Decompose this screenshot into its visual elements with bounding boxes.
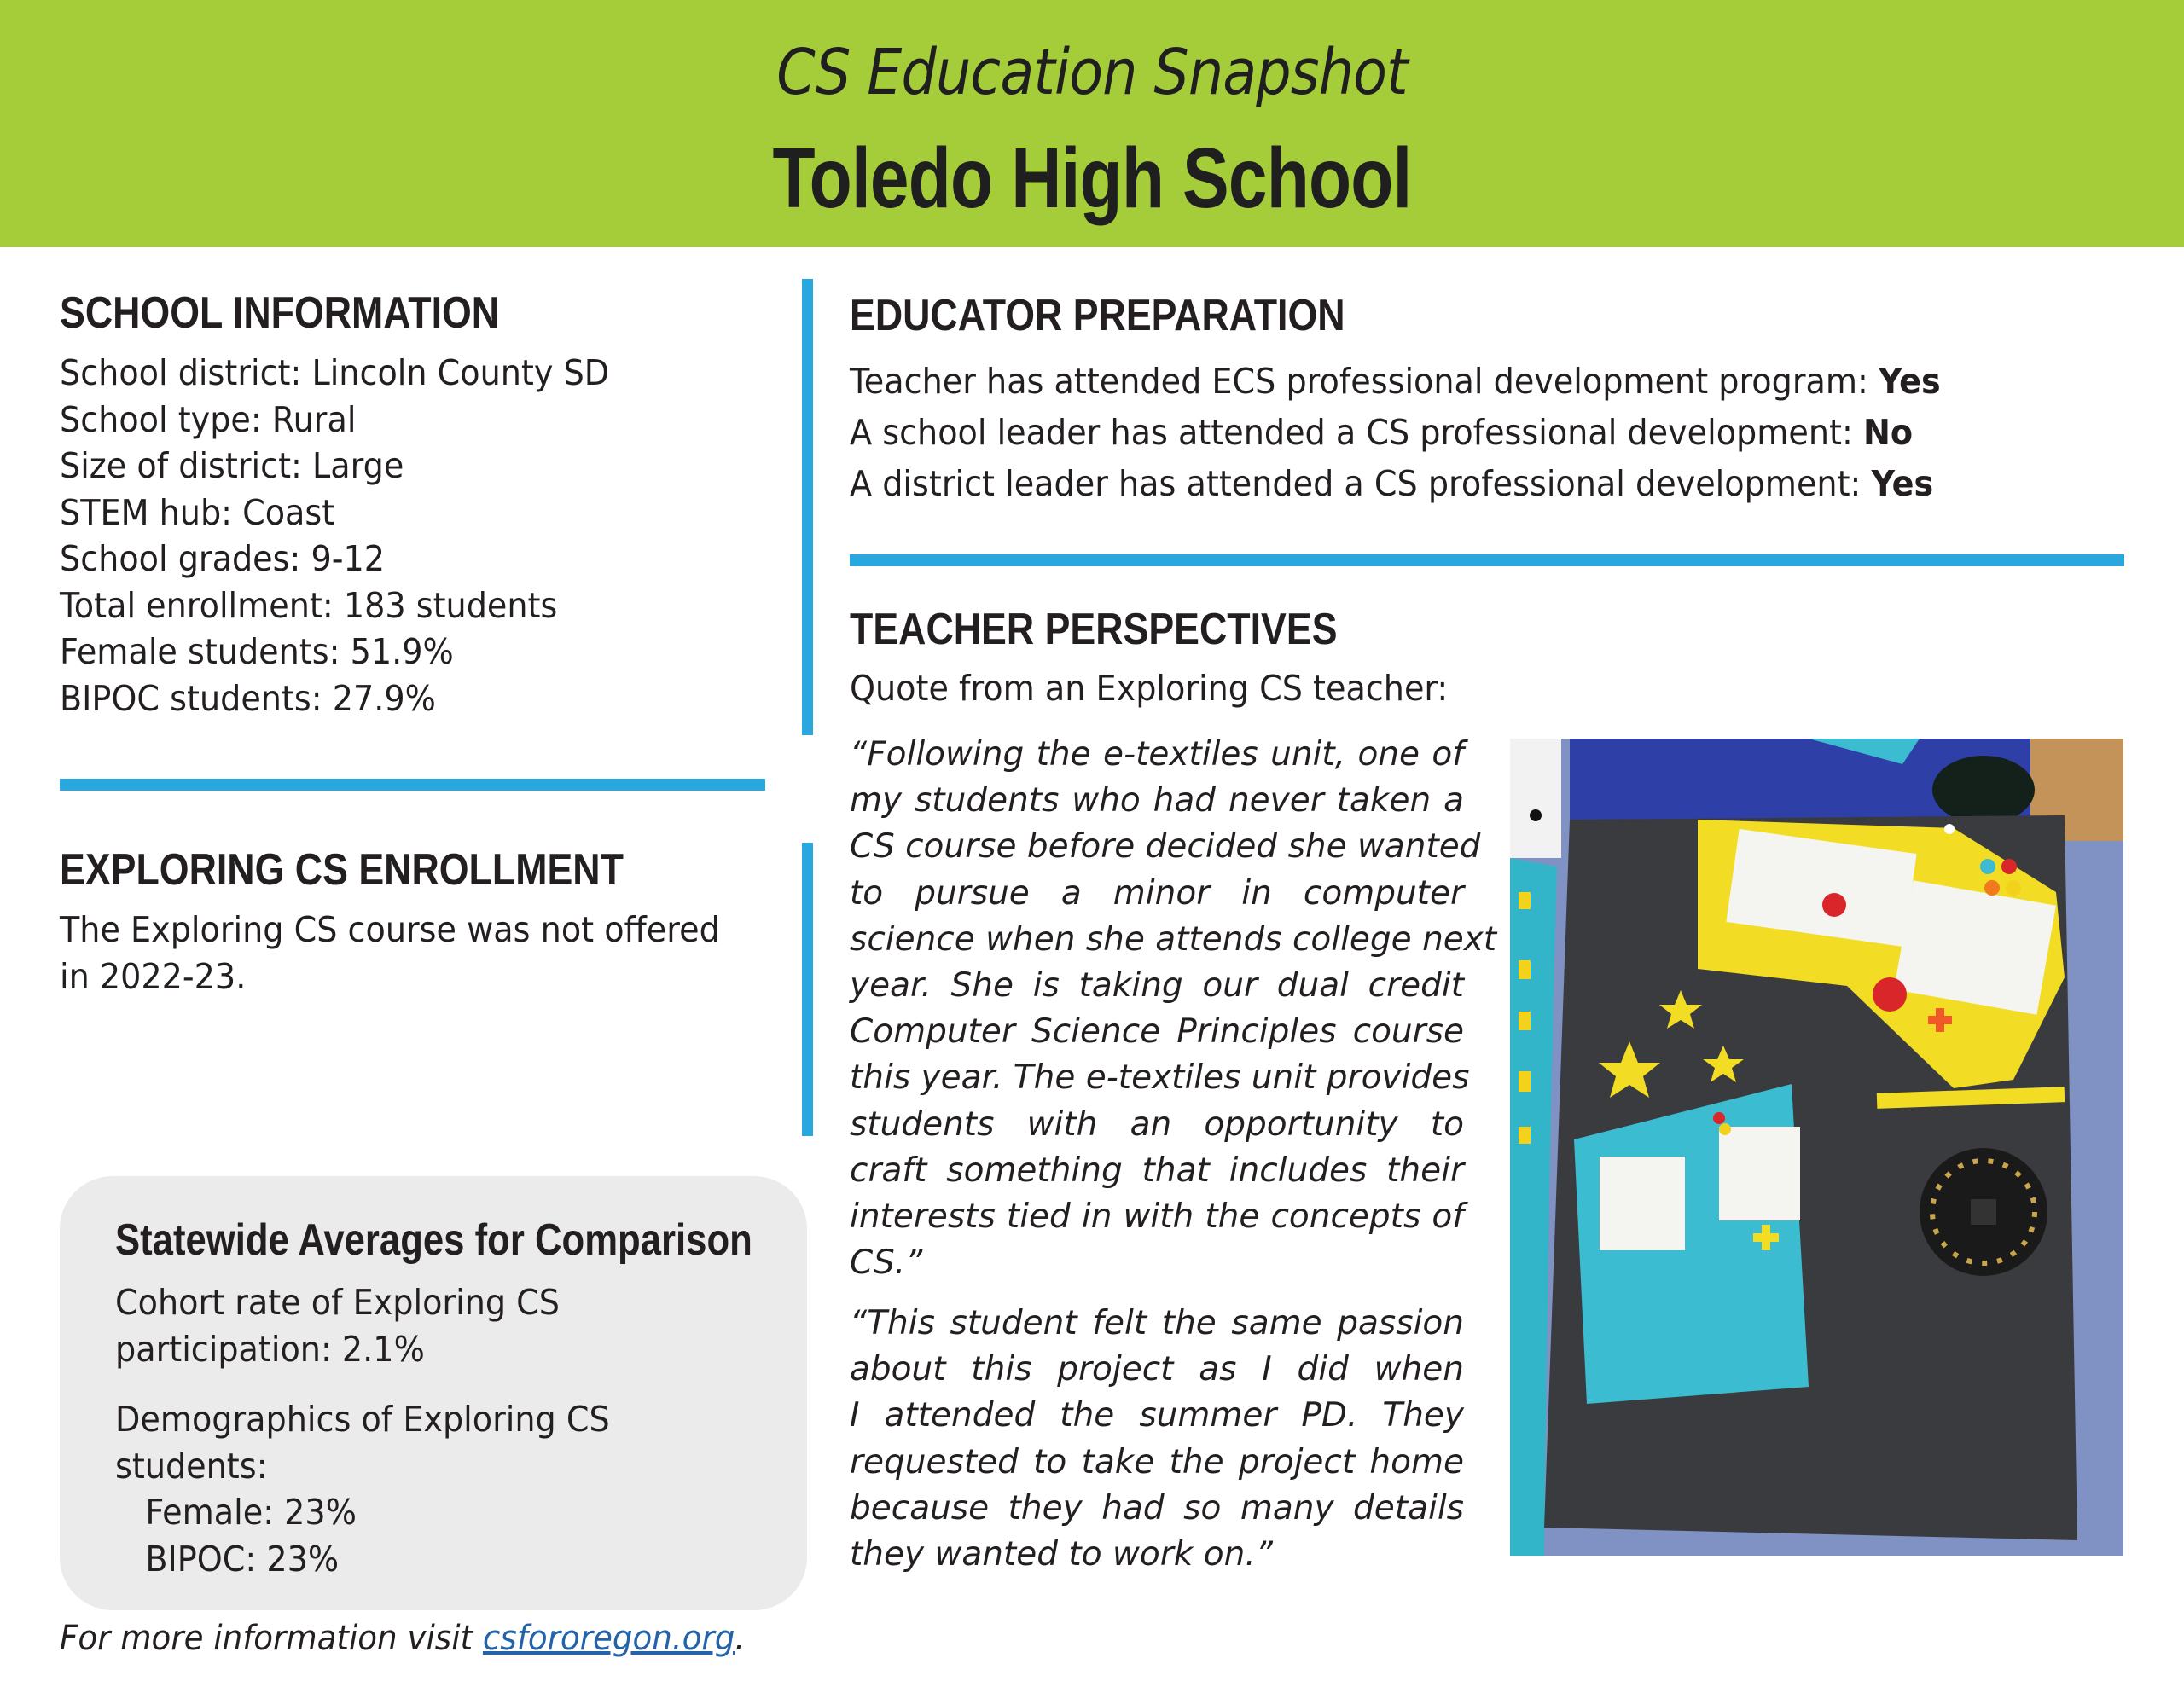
teacher-quote-2	[850, 1301, 1464, 1578]
cohort-rate	[115, 1279, 560, 1372]
bipoc-average: BIPOC: 23%	[145, 1538, 340, 1580]
cohort-line: Cohort rate of Exploring CS	[115, 1282, 561, 1323]
quote-line: craft something that includes their	[850, 1151, 1464, 1190]
header-banner	[0, 0, 2184, 247]
quote-line: requested to take the project home	[850, 1442, 1464, 1481]
statewide-averages-title: Statewide Averages for Comparison	[115, 1215, 752, 1265]
quote-line: students with an opportunity to	[850, 1104, 1464, 1144]
quote-line: year. She is taking our dual credit	[850, 966, 1464, 1006]
footer-prefix: For more information visit	[60, 1619, 483, 1658]
banner-subtitle: CS Education Snapshot	[776, 36, 1408, 109]
quote-line: they wanted to work on.”	[850, 1535, 1273, 1574]
quote-line: “This student felt the same passion	[850, 1304, 1464, 1342]
exploring-cs-enrollment-text	[60, 907, 720, 1000]
demographics	[115, 1396, 610, 1582]
educator-item-label: A district leader has attended a CS professional development:	[850, 463, 1862, 504]
vertical-divider-top	[802, 279, 813, 735]
footer-suffix: .	[735, 1619, 746, 1658]
e-textiles-project-photo	[1510, 739, 2123, 1556]
quote-line: “Following the e-textiles unit, one of	[850, 735, 1464, 774]
demographics-line: students:	[115, 1445, 268, 1487]
teacher-perspectives-heading: TEACHER PERSPECTIVES	[850, 605, 1338, 654]
enrollment-line: in 2022-23.	[60, 955, 247, 997]
educator-preparation-list	[850, 356, 1941, 509]
female-average: Female: 23%	[145, 1492, 357, 1533]
quote-line: science when she attends college next	[850, 919, 1497, 959]
educator-item-value: Yes	[1879, 361, 1941, 402]
quote-line: I attended the summer PD. They	[850, 1396, 1464, 1435]
educator-preparation-heading: EDUCATOR PREPARATION	[850, 291, 1345, 340]
quote-line: interests tied in with the concepts of	[850, 1197, 1464, 1237]
enrollment-line: The Exploring CS course was not offered	[60, 909, 720, 950]
total-enrollment: Total enrollment: 183 students	[60, 584, 558, 626]
quote-line: CS course before decided she wanted	[850, 827, 1481, 867]
female-students: Female students: 51.9%	[60, 631, 454, 672]
educator-item-label: A school leader has attended a CS professional development:	[850, 412, 1853, 453]
school-information-list	[60, 350, 609, 722]
quote-line: CS.”	[850, 1244, 923, 1283]
quote-line: to pursue a minor in computer	[850, 873, 1464, 913]
educator-item	[850, 407, 1941, 458]
school-information-heading: SCHOOL INFORMATION	[60, 288, 500, 338]
quote-line: because they had so many details	[850, 1488, 1464, 1528]
csfororegon-link[interactable]: csfororegon.org	[482, 1619, 735, 1658]
educator-item-value: No	[1862, 412, 1914, 453]
photo-illustration	[1510, 739, 2123, 1556]
educator-item	[850, 356, 1941, 407]
teacher-quote-intro: Quote from an Exploring CS teacher:	[850, 668, 1449, 709]
vertical-divider-bottom	[802, 843, 813, 1136]
left-horizontal-divider	[60, 779, 765, 791]
stem-hub: STEM hub: Coast	[60, 491, 335, 533]
school-grades: School grades: 9-12	[60, 538, 385, 579]
bipoc-students: BIPOC students: 27.9%	[60, 677, 436, 719]
demographics-line: Demographics of Exploring CS	[115, 1399, 610, 1440]
district-size: Size of district: Large	[60, 445, 404, 486]
footer-note	[60, 1619, 745, 1658]
quote-line: about this project as I did when	[850, 1350, 1464, 1389]
school-type: School type: Rural	[60, 398, 357, 440]
educator-item-label: Teacher has attended ECS professional development program:	[850, 361, 1868, 402]
quote-line: Computer Science Principles course	[850, 1012, 1464, 1052]
page-title: Toledo High School	[772, 130, 1412, 226]
quote-line: my students who had never taken a	[850, 781, 1464, 820]
teacher-quote-1	[850, 732, 1497, 1286]
school-district: School district: Lincoln County SD	[60, 352, 610, 393]
cohort-line: participation: 2.1%	[115, 1328, 425, 1370]
quote-line: this year. The e-textiles unit provides	[850, 1058, 1470, 1098]
educator-item	[850, 458, 1941, 509]
right-horizontal-divider	[850, 554, 2124, 566]
educator-item-value: Yes	[1871, 463, 1934, 504]
exploring-cs-enrollment-heading: EXPLORING CS ENROLLMENT	[60, 845, 624, 895]
